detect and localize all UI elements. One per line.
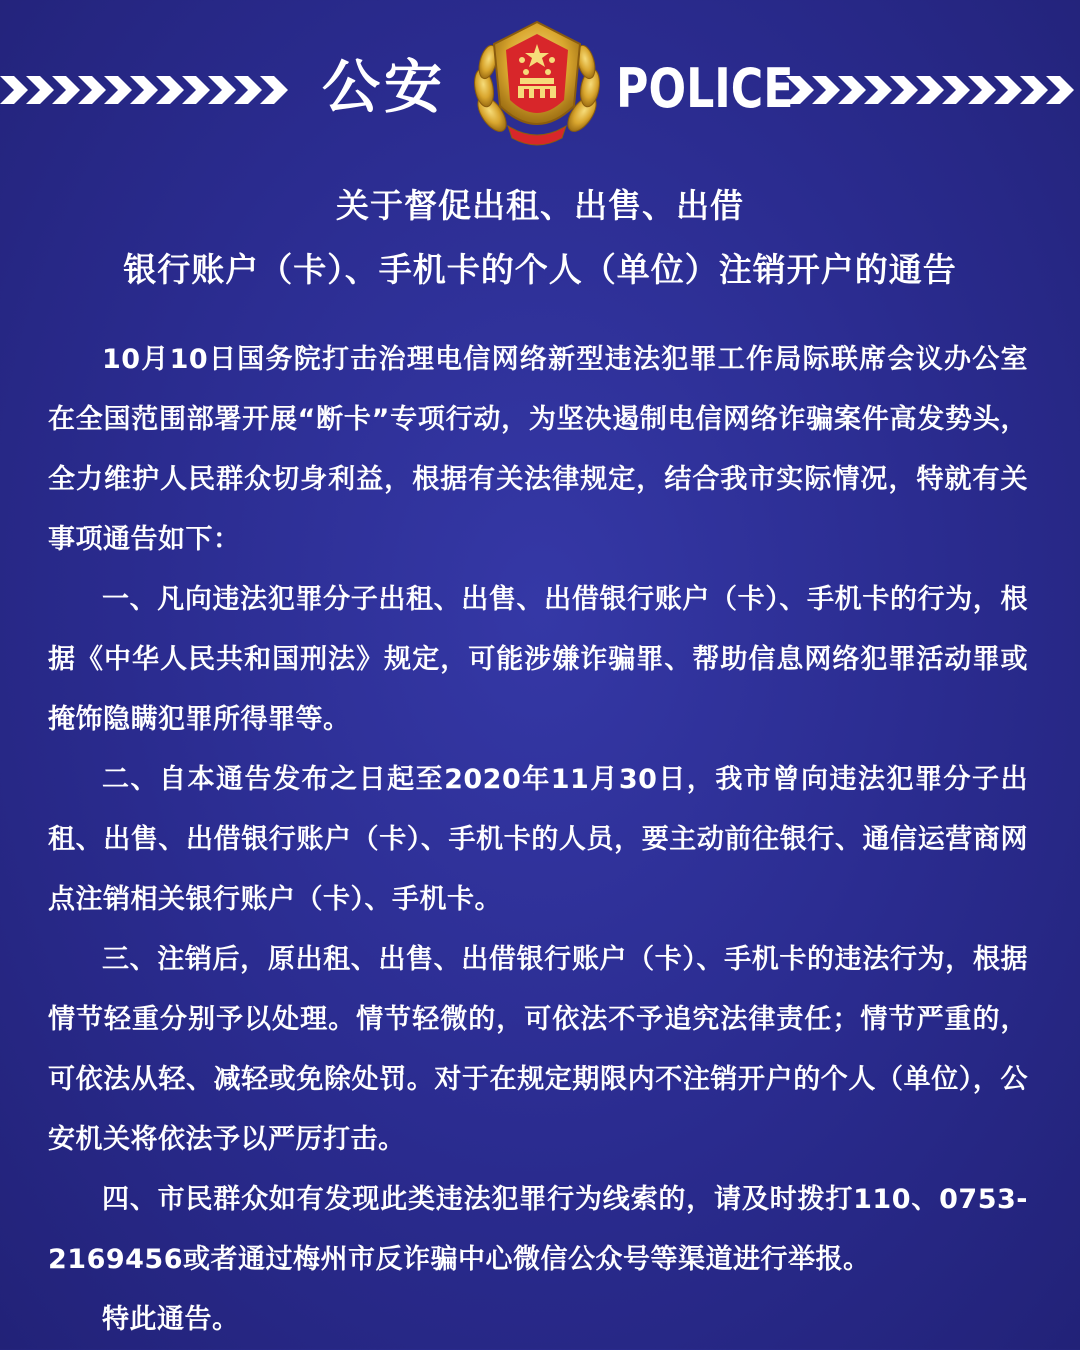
paragraph-item-2: 二、自本通告发布之日起至2020年11月30日，我市曾向违法犯罪分子出租、出售、出借银行账户（卡）、手机卡的人员，要主动前往银行、通信运营商网点注销相关银行账户（卡）、手机卡。 [48,764,1028,915]
police-emblem-icon [468,14,606,154]
notice-body [48,330,1028,1350]
notice-title-line-1: 关于督促出租、出售、出借 [336,186,744,225]
police-header-banner [0,0,1080,160]
paragraph-item-1: 一、凡向违法犯罪分子出租、出售、出借银行账户（卡）、手机卡的行为，根据《中华人民共和国刑法》规定，可能涉嫌诈骗罪、帮助信息网络犯罪活动罪或掩饰隐瞒犯罪所得罪等。 [48,584,1028,735]
paragraph-closing: 特此通告。 [102,1304,240,1335]
chevron-stripe-left-icon [0,68,298,112]
paragraph-item-4: 四、市民群众如有发现此类违法犯罪行为线索的，请及时拨打110、0753-2169456或者通过梅州市反诈骗中心微信公众号等渠道进行举报。 [48,1184,1028,1275]
notice-title-line-2: 银行账户（卡）、手机卡的个人（单位）注销开户的通告 [123,250,957,289]
header-label-en: POLICE [616,57,794,120]
paragraph-item-3: 三、注销后，原出租、出售、出借银行账户（卡）、手机卡的违法行为，根据情节轻重分别予以处理。情节轻微的，可依法不予追究法律责任；情节严重的，可依法从轻、减轻或免除处罚。对于在规定期限内不注销开户的个人（单位），公安机关将依法予以严厉打击。 [48,944,1028,1155]
paragraph-intro: 10月10日国务院打击治理电信网络新型违法犯罪工作局际联席会议办公室在全国范围部署开展“断卡”专项行动，为坚决遏制电信网络诈骗案件高发势头，全力维护人民群众切身利益，根据有关法律规定，结合我市实际情况，特就有关事项通告如下： [48,344,1028,555]
chevron-stripe-right-icon [782,68,1080,112]
header-label-cn: 公安 [322,53,447,121]
